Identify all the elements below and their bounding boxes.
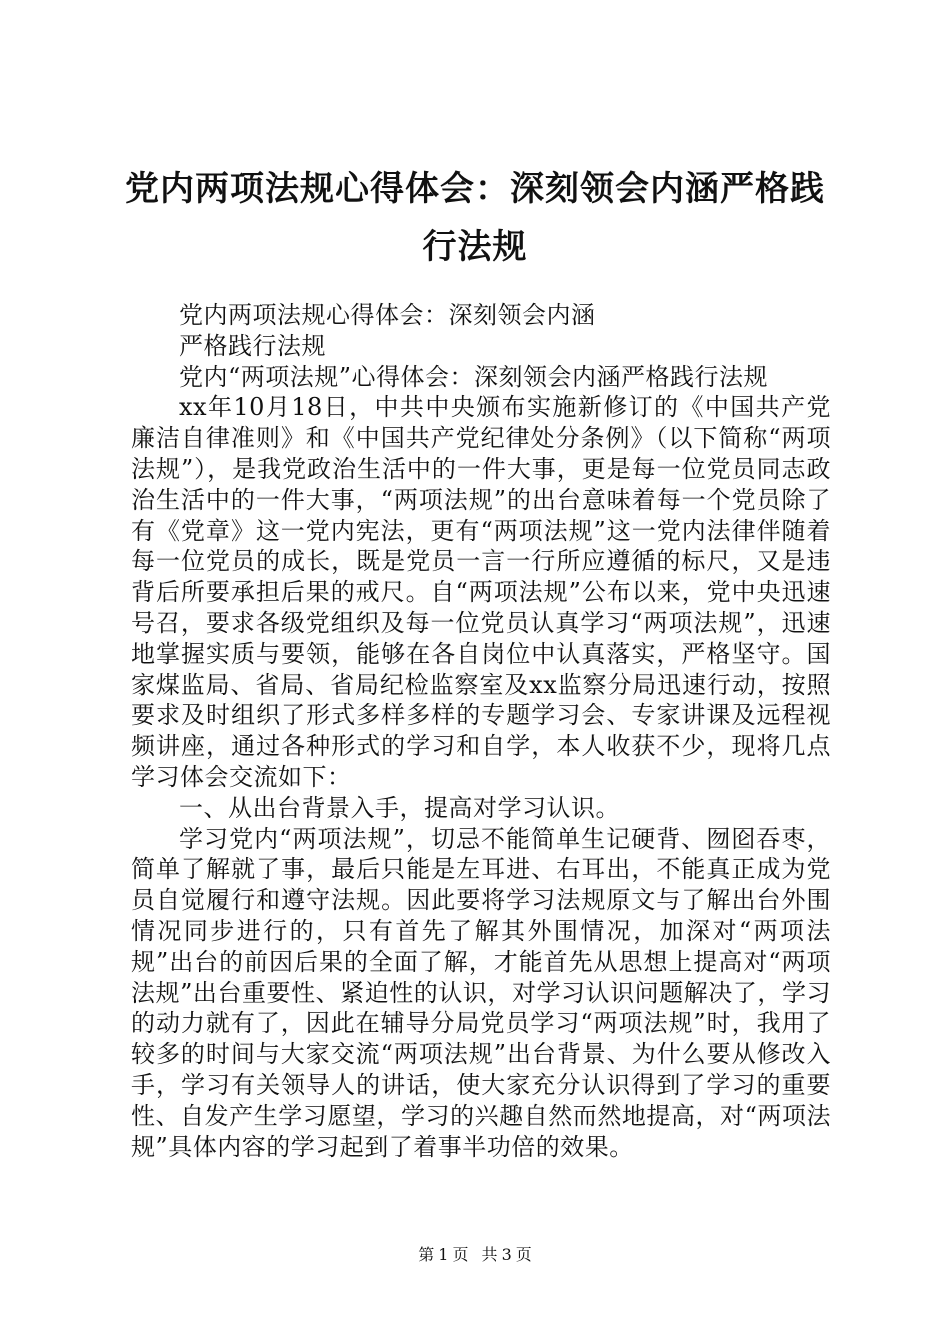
- document-title: 党内两项法规心得体会：深刻领会内涵严格践行法规: [125, 169, 825, 267]
- page-indicator: 第 1 页: [418, 1245, 469, 1264]
- total-pages-indicator: 共 3 页: [481, 1245, 532, 1264]
- page-number: 1: [438, 1245, 449, 1264]
- page-footer: [0, 1244, 950, 1266]
- paragraph: 学习党内“两项法规”，切忌不能简单生记硬背、囫囵吞枣，简单了解就了事，最后只能是左耳进、右耳出，不能真正成为党员自觉履行和遵守法规。因此要将学习法规原文与了解出台外围情况同步进行的，只有首先了解其外围情况，加深对“两项法规”出台的前因后果的全面了解，才能首先从思想上提高对“两项法规”出台重要性、紧迫性的认识，对学习认识问题解决了，学习的动力就有了，因此在辅导分局党员学习“两项法规”时，我用了较多的时间与大家交流“两项法规”出台背景、为什么要从修改入手，学习有关领导人的讲话，使大家充分认识得到了学习的重要性、自发产生学习愿望，学习的兴趣自然而然地提高，对“两项法规”具体内容的学习起到了着事半功倍的效果。: [131, 824, 831, 1161]
- paragraph: 党内“两项法规”心得体会：深刻领会内涵严格践行法规: [179, 362, 769, 391]
- document-body: [131, 300, 831, 1162]
- section-heading: 一、从出台背景入手，提高对学习认识。: [179, 793, 620, 822]
- paragraph: 党内两项法规心得体会：深刻领会内涵: [179, 301, 596, 329]
- paragraph: 严格践行法规: [179, 331, 326, 360]
- total-pages: 3: [501, 1245, 512, 1264]
- paragraph: xx年10月18日，中共中央颁布实施新修订的《中国共产党廉洁自律准则》和《中国共产党纪律处分条例》（以下简称“两项法规”），是我党政治生活中的一件大事，更是每一位党员同志政治生活中的一件大事，“两项法规”的出台意味着每一个党员除了有《党章》这一党内宪法，更有“两项法规”这一党内法律伴随着每一位党员的成长，既是党员一言一行所应遵循的标尺，又是违背后所要承担后果的戒尺。自“两项法规”公布以来，党中央迅速号召，要求各级党组织及每一位党员认真学习“两项法规”，迅速地掌握实质与要领，能够在各自岗位中认真落实，严格坚守。国家煤监局、省局、省局纪检监察室及xx监察分局迅速行动，按照要求及时组织了形式多样多样的专题学习会、专家讲课及远程视频讲座，通过各种形式的学习和自学，本人收获不少，现将几点学习体会交流如下：: [131, 393, 831, 791]
